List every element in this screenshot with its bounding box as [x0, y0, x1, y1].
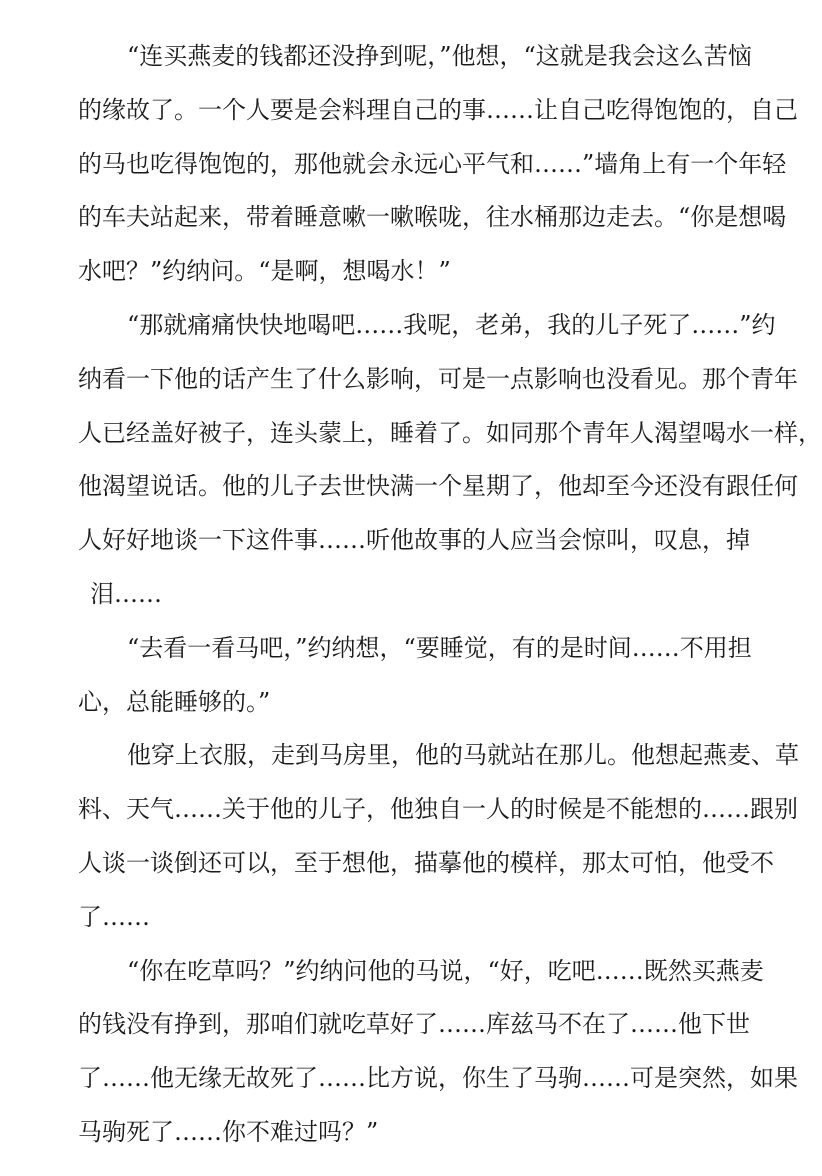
text-line: 人好好地谈一下这件事……听他故事的人应当会惊叫，叹息，掉 — [78, 526, 750, 554]
text-line: 他渴望说话。他的儿子去世快满一个星期了，他却至今还没有跟任何 — [78, 472, 798, 500]
text-line: 马驹死了……你不难过吗？” — [78, 1118, 379, 1146]
text-line: 人已经盖好被子，连头蒙上，睡着了。如同那个青年人渴望喝水一样， — [78, 419, 822, 447]
text-line: 人谈一谈倒还可以，至于想他，描摹他的模样，那太可怕，他受不 — [78, 849, 774, 877]
text-line: “去看一看马吧，”约纳想，“要睡觉，有的是时间……不用担 — [127, 634, 752, 662]
text-line: “你在吃草吗？”约纳问他的马说，“好，吃吧……既然买燕麦 — [127, 957, 764, 985]
text-line: 的缘故了。一个人要是会料理自己的事……让自己吃得饱饱的，自己 — [78, 96, 798, 124]
text-line: 心，总能睡够的。” — [78, 688, 271, 716]
text-line: 了……他无缘无故死了……比方说，你生了马驹……可是突然，如果 — [78, 1064, 798, 1092]
text-line: 他穿上衣服，走到马房里，他的马就站在那儿。他想起燕麦、草 — [127, 741, 799, 769]
text-line: 泪…… — [90, 580, 162, 608]
text-line: “连买燕麦的钱都还没挣到呢，”他想，“这就是我会这么苦恼 — [127, 42, 752, 70]
text-line: “那就痛痛快快地喝吧……我呢，老弟，我的儿子死了……”约 — [127, 311, 776, 339]
text-line: 的马也吃得饱饱的，那他就会永远心平气和……”墙角上有一个年轻 — [78, 150, 787, 178]
text-line: 纳看一下他的话产生了什么影响，可是一点影响也没看见。那个青年 — [78, 365, 798, 393]
text-line: 的车夫站起来，带着睡意嗽一嗽喉咙，往水桶那边走去。“你是想喝 — [78, 203, 787, 231]
text-line: 的钱没有挣到，那咱们就吃草好了……库兹马不在了……他下世 — [78, 1010, 750, 1038]
text-line: 料、天气……关于他的儿子，他独自一人的时候是不能想的……跟别 — [78, 795, 798, 823]
text-line: 了…… — [78, 903, 150, 931]
text-line: 水吧？”约纳问。“是啊，想喝水！” — [78, 257, 451, 285]
